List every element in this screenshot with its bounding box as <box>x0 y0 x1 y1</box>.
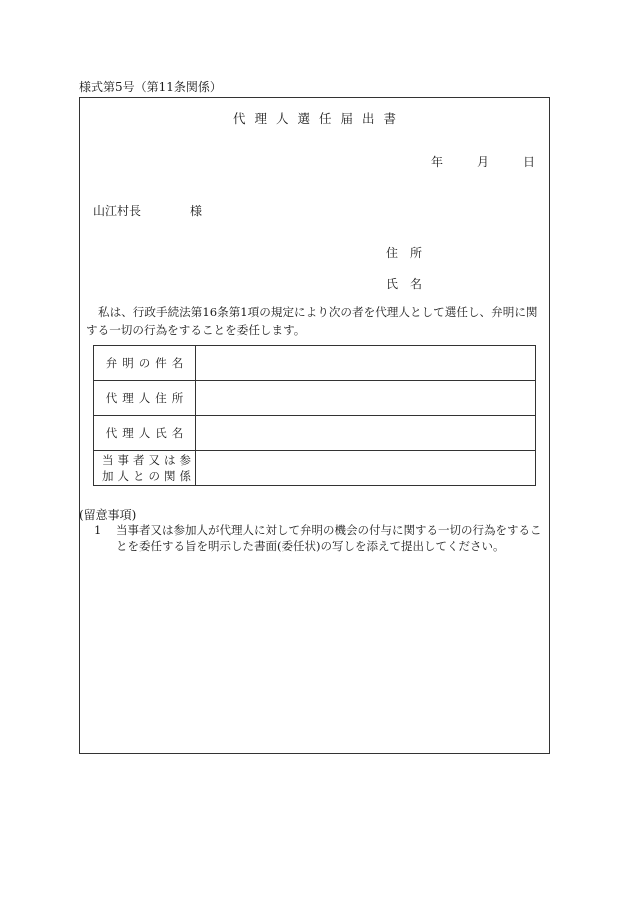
relationship-label-line2: 加人との関係 <box>102 469 195 483</box>
relationship-label-line1: 当事者又は参 <box>102 453 195 467</box>
date-line <box>431 153 535 170</box>
row-label-subject: 弁明の件名 <box>94 346 196 381</box>
month-label: 月 <box>476 155 489 169</box>
applicant-address-label: 住所 <box>386 246 435 260</box>
table-row <box>94 346 536 381</box>
row-value-relationship[interactable] <box>196 451 536 486</box>
row-label-proxy-address: 代理人住所 <box>94 381 196 416</box>
proxy-details-table <box>93 345 536 486</box>
table-row <box>94 416 536 451</box>
table-row <box>94 451 536 486</box>
row-value-proxy-name[interactable] <box>196 416 536 451</box>
delegation-statement: 私は、行政手続法第16条第1項の規定により次の者を代理人として選任し、弁明に関する一切の行為をすることを委任します。 <box>86 305 538 337</box>
row-value-proxy-address[interactable] <box>196 381 536 416</box>
document-title: 代理人選任届出書 <box>232 111 405 126</box>
year-label: 年 <box>430 155 443 169</box>
addressee <box>93 202 203 219</box>
note-item <box>94 522 546 554</box>
row-value-subject[interactable] <box>196 346 536 381</box>
note-number: 1 <box>94 523 102 537</box>
row-label-relationship <box>94 451 196 486</box>
form-frame <box>79 97 550 754</box>
notes-heading: (留意事項) <box>79 508 137 522</box>
table-row <box>94 381 536 416</box>
addressee-honorific: 様 <box>190 204 203 218</box>
day-label: 日 <box>522 155 535 169</box>
addressee-name: 山江村長 <box>93 204 142 218</box>
form-number: 様式第5号（第11条関係） <box>79 80 222 94</box>
applicant-name-label: 氏名 <box>386 277 435 291</box>
note-text: 当事者又は参加人が代理人に対して弁明の機会の付与に関する一切の行為をすることを委任する旨を明示した書面(委任状)の写しを添えて提出してください。 <box>116 523 542 553</box>
row-label-proxy-name: 代理人氏名 <box>94 416 196 451</box>
